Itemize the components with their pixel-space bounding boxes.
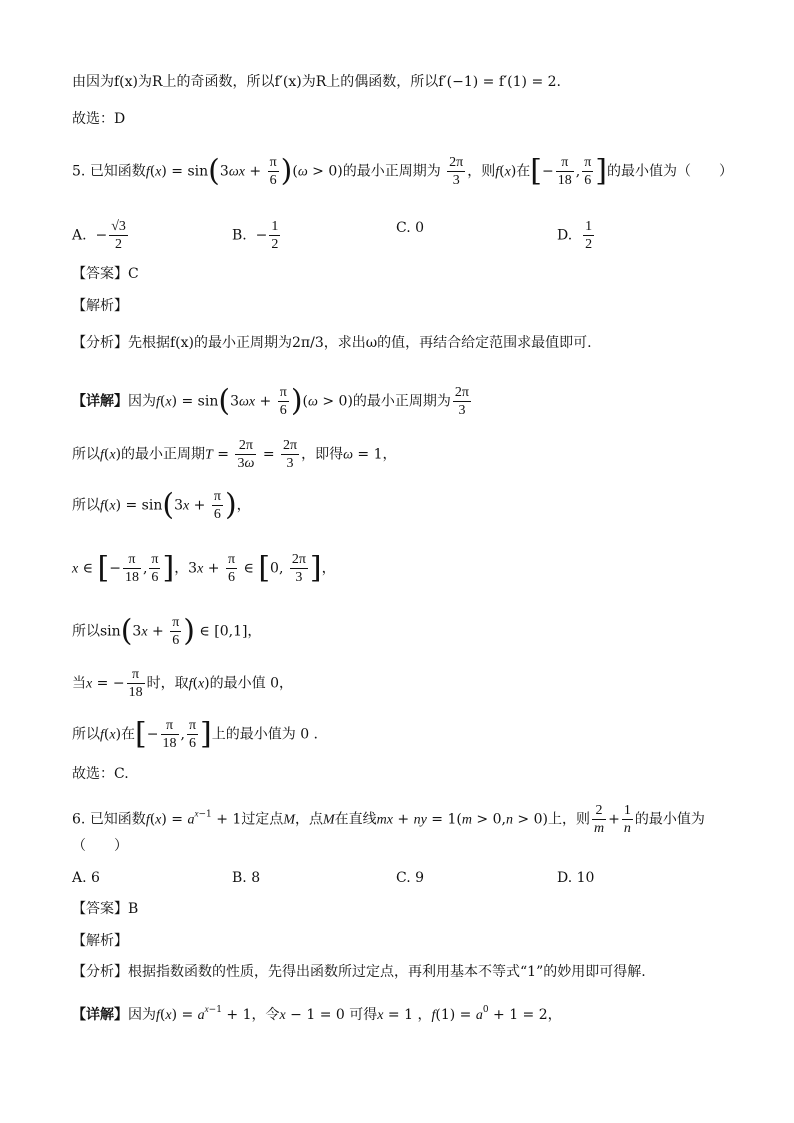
q6-stem: 6. 已知函数$f(x) = a^{x-1} + 1$过定点M，点M在直线mx + ny = 1(m > 0,n > 0)上，则 $\frac{2}{m}$ + $\frac{1}{n}$ 的最小值为 <box>72 803 705 836</box>
q5-stem-d: 在 <box>516 163 531 180</box>
line-prev-choice: 故选：D <box>72 111 126 127</box>
q5-step3: 所以f(x) = sin(3x + $\frac{\pi}{6}$ )， <box>72 487 251 523</box>
q5-stem-c: ，则 <box>467 163 496 180</box>
q6-option-c: C. 9 <box>396 870 425 886</box>
q6-option-a: A. 6 <box>72 870 100 886</box>
q5-answer: 【答案】C <box>72 266 139 282</box>
q6-fenxi: 【分析】根据指数函数的性质，先得出函数所过定点，再利用基本不等式“1”的妙用即可得解. <box>72 964 646 980</box>
q5-option-c: C. 0 <box>396 220 425 236</box>
q5-stem-b: 的最小正周期为 <box>342 163 441 180</box>
q5-stem-a: 已知函数 <box>89 163 146 180</box>
q5-option-b: B. − $\frac{1}{2}$ <box>232 219 279 252</box>
q5-step4: x ∈ [− $\frac{\pi}{18}$ , $\frac{\pi}{6}$ ]，3x + $\frac{\pi}{6}$ ∈ [0, $\frac{2\pi}{3}$ ]， <box>72 550 336 586</box>
q5-stem-e: 的最小值为（ ） <box>607 163 733 180</box>
q6-analysis-title: 【解析】 <box>72 933 128 949</box>
q5-fenxi: 【分析】先根据f(x)的最小正周期为2π/3，求出ω的值，再结合给定范围求最值即可. <box>72 335 592 351</box>
q6-answer: 【答案】B <box>72 901 139 917</box>
q5-step2: 所以f(x)的最小正周期T = $\frac{2\pi}{3\omega}$ = $\frac{2\pi}{3}$ ，即得ω = 1， <box>72 438 397 471</box>
q5-number: 5. <box>72 163 90 180</box>
q5-stem: 5. 已知函数f(x) = sin(3ωx + $\frac{\pi}{6}$ )(ω > 0)的最小正周期为 $\frac{2\pi}{3}$ ，则f(x)在[− $\frac{\pi}{18}$ , $\frac{\pi}{6}$ ]的最小值为（ ） <box>72 153 733 189</box>
q5-step5: 所以sin(3x + $\frac{\pi}{6}$ ) ∈ [0,1]， <box>72 613 262 649</box>
q5-analysis-title: 【解析】 <box>72 298 128 314</box>
q5-option-d: D. $\frac{1}{2}$ <box>557 219 593 252</box>
q5-xiangjie-text: 因为 <box>128 393 156 410</box>
q6-option-d: D. 10 <box>557 870 595 886</box>
q5-step7: 所以f(x)在[− $\frac{\pi}{18}$ , $\frac{\pi}{6}$ ]上的最小值为 0 . <box>72 716 319 752</box>
q6-option-b: B. 8 <box>232 870 261 886</box>
q6-paren: （ ） <box>72 838 128 854</box>
line-prev-conclusion: 由因为f(x)为R上的奇函数，所以f′(x)为R上的偶函数，所以f′(−1) = f′(1) = 2. <box>72 74 561 90</box>
q5-option-a: A. − $\frac{√3}{2}$ <box>72 219 126 252</box>
q5-xiangjie-label: 【详解】 <box>72 393 128 410</box>
q5-step6: 当x = − $\frac{\pi}{18}$ 时，取f(x)的最小值 0， <box>72 667 293 700</box>
q5-xiangjie: 【详解】因为f(x) = sin(3ωx + $\frac{\pi}{6}$ )(ω > 0)的最小正周期为 $\frac{2\pi}{3}$ <box>72 383 469 419</box>
q6-xiangjie: 【详解】因为$f(x) = a^{x-1} + 1$，令x − 1 = 0 可得x = 1 ，$f(1) = a^0 + 1 = 2$， <box>72 1004 562 1023</box>
q5-conclusion: 故选：C. <box>72 766 129 782</box>
